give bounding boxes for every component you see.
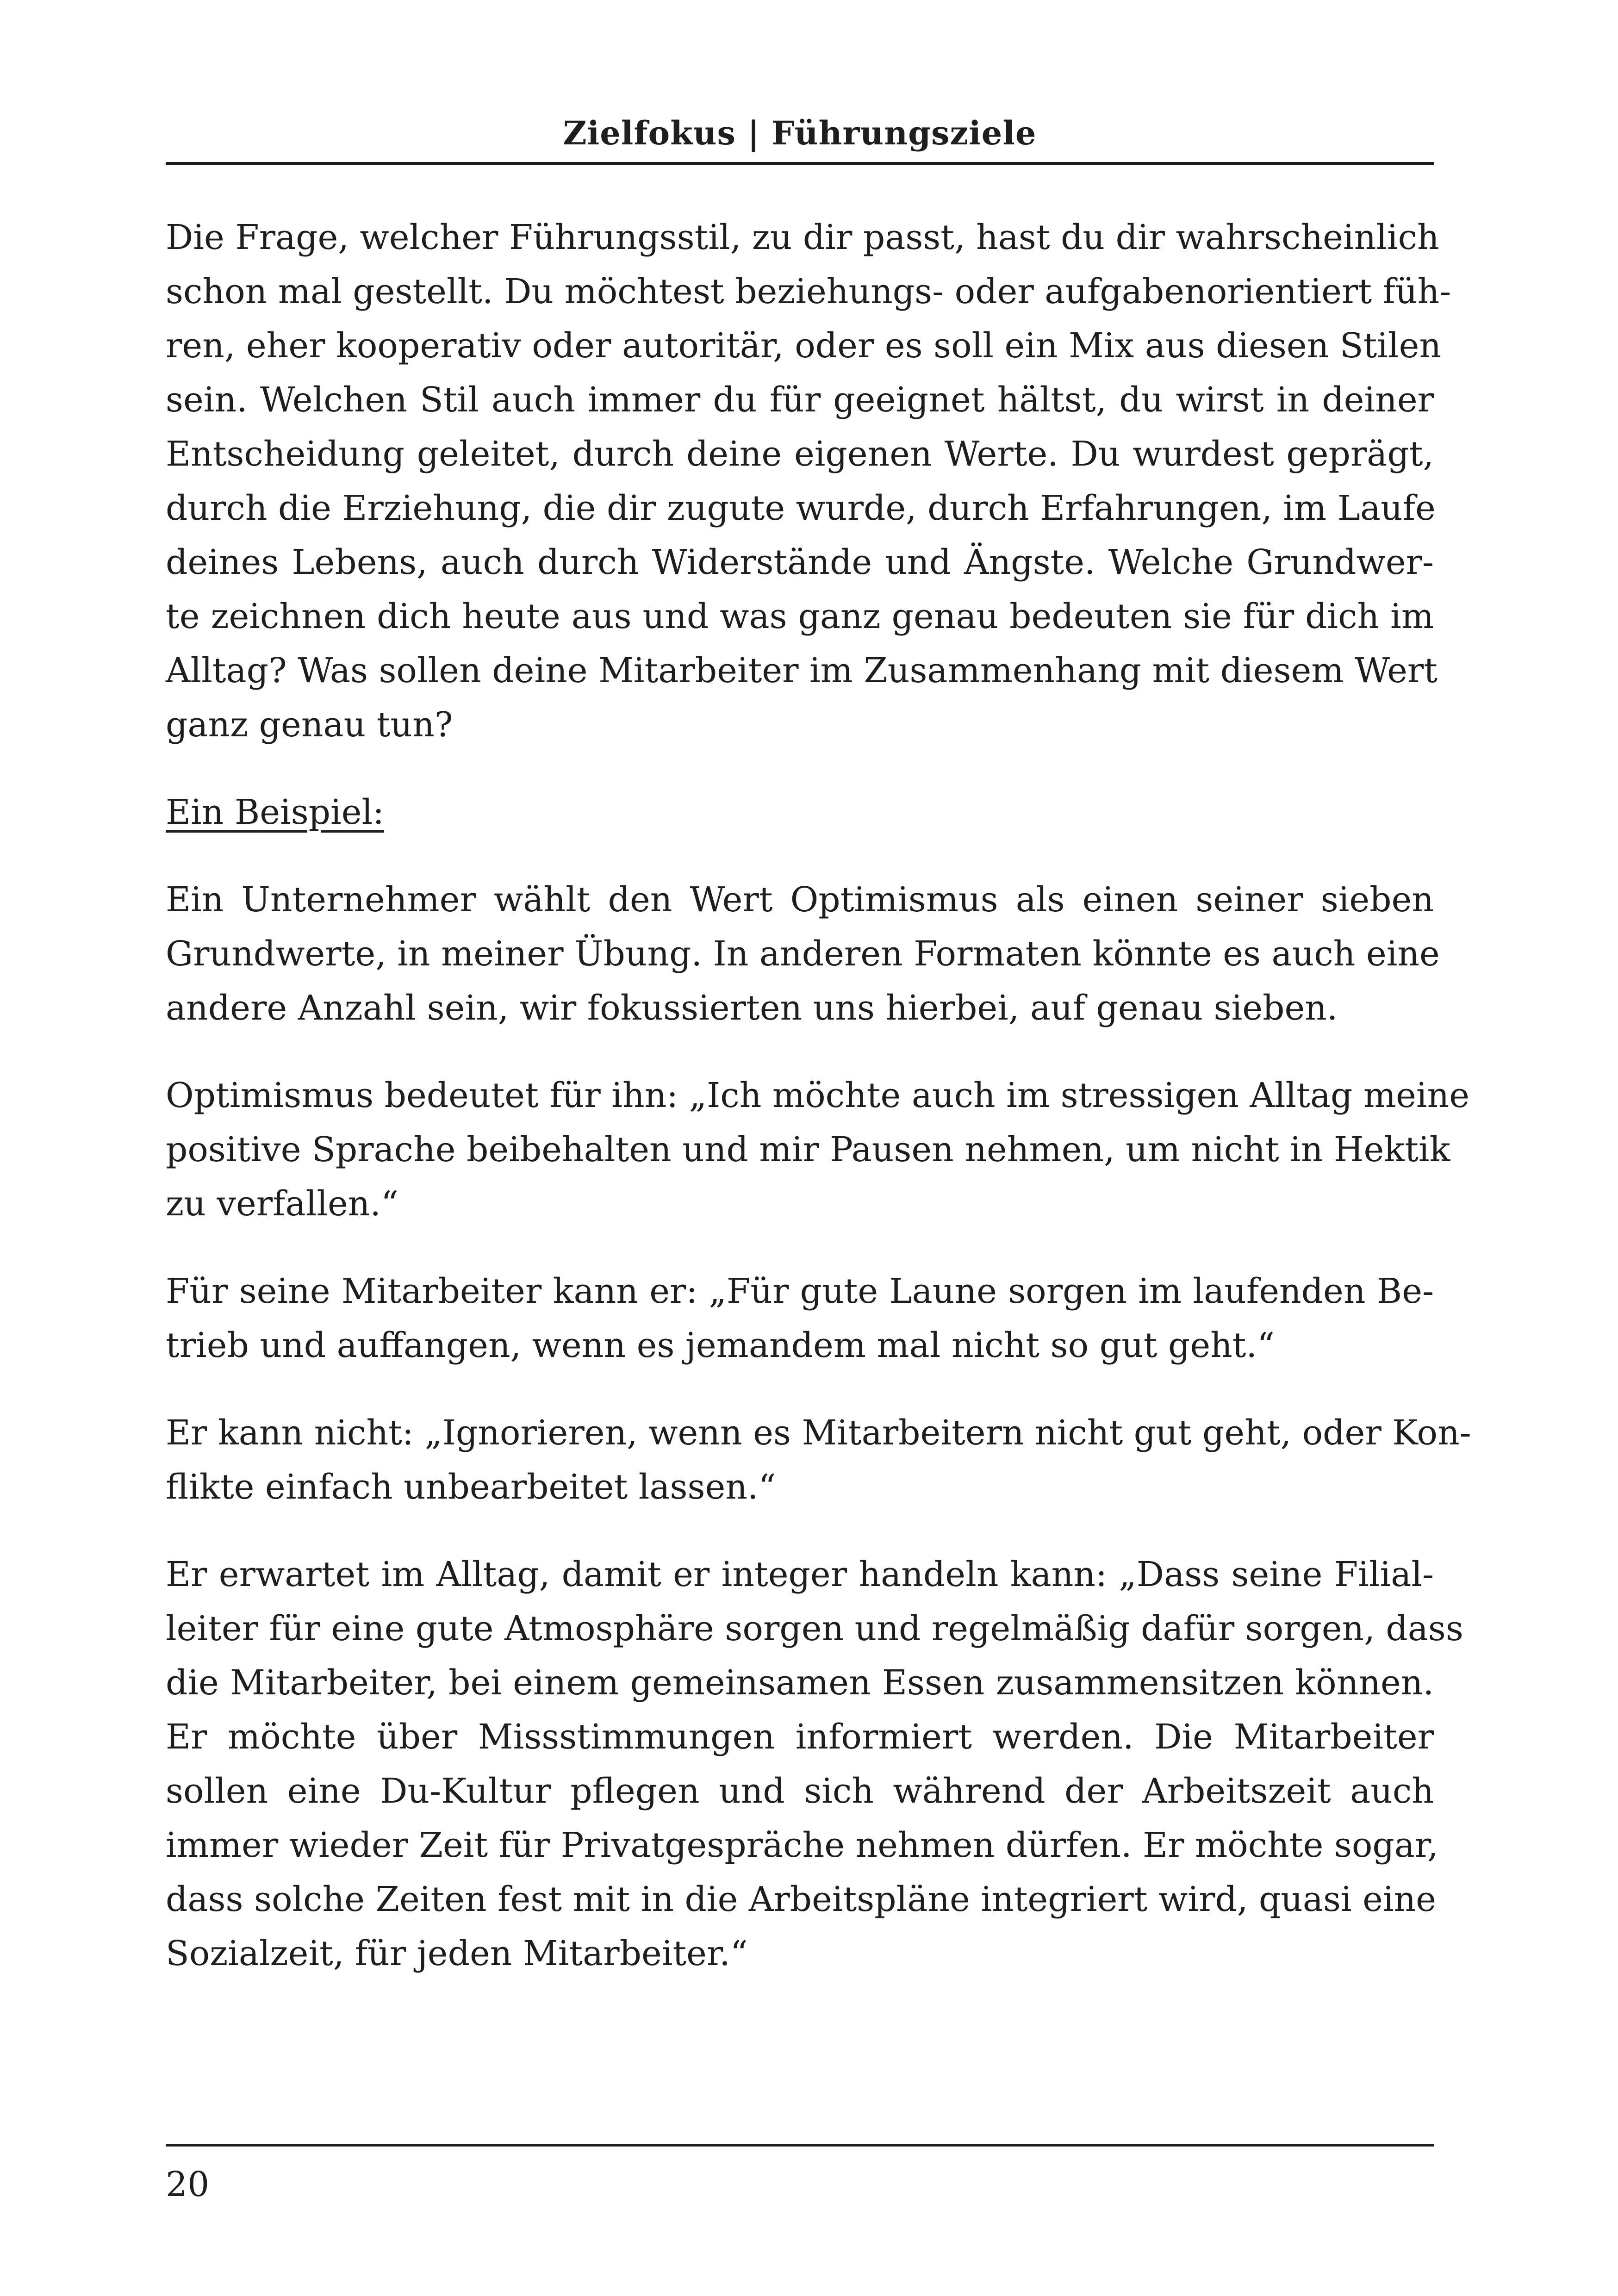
page-number: 20 bbox=[166, 2165, 210, 2204]
text-line: leiter für eine gute Atmosphäre sorgen und regelmäßig dafür sorgen, dass bbox=[166, 1609, 1463, 1649]
text-line: te zeichnen dich heute aus und was ganz genau bedeuten sie für dich im bbox=[166, 597, 1434, 636]
paragraph-expects bbox=[166, 1548, 1463, 1981]
text-line: sein. Welchen Stil auch immer du für geeignet hältst, du wirst in deiner bbox=[166, 380, 1434, 420]
text-line: flikte einfach unbearbeitet lassen.“ bbox=[166, 1467, 776, 1507]
example-heading bbox=[166, 785, 1434, 840]
footer-rule bbox=[166, 2144, 1434, 2147]
text-line: Entscheidung geleitet, durch deine eigenen Werte. Du wurdest geprägt, bbox=[166, 434, 1434, 474]
text-line: immer wieder Zeit für Privatgespräche nehmen dürfen. Er möchte sogar, bbox=[166, 1825, 1438, 1865]
paragraph-optimism-meaning bbox=[166, 1069, 1470, 1231]
paragraph-example-intro bbox=[166, 873, 1440, 1035]
text-line: positive Sprache beibehalten und mir Pausen nehmen, um nicht in Hektik bbox=[166, 1130, 1450, 1170]
text-line: zu verfallen.“ bbox=[166, 1184, 398, 1224]
text-line: Die Frage, welcher Führungsstil, zu dir passt, hast du dir wahrscheinlich bbox=[166, 218, 1439, 257]
example-heading-text: Ein Beispiel: bbox=[166, 792, 385, 832]
text-line: Er erwartet im Alltag, damit er integer handeln kann: „Dass seine Filial- bbox=[166, 1555, 1434, 1594]
text-line: Er möchte über Missstimmungen informiert werden. Die Mitarbeiter bbox=[166, 1717, 1434, 1757]
text-line: dass solche Zeiten fest mit in die Arbeitspläne integriert wird, quasi eine bbox=[166, 1879, 1437, 1919]
page-header-title: Zielfokus | Führungsziele bbox=[563, 114, 1037, 152]
text-line: Grundwerte, in meiner Übung. In anderen Formaten könnte es auch eine bbox=[166, 934, 1440, 974]
text-line: deines Lebens, auch durch Widerstände und Ängste. Welche Grundwer- bbox=[166, 542, 1434, 582]
text-line: Alltag? Was sollen deine Mitarbeiter im Zusammenhang mit diesem Wert bbox=[166, 651, 1438, 691]
text-line: die Mitarbeiter, bei einem gemeinsamen Essen zusammensitzen können. bbox=[166, 1663, 1434, 1703]
header-rule bbox=[166, 162, 1434, 165]
text-line: trieb und auffangen, wenn es jemandem mal nicht so gut geht.“ bbox=[166, 1325, 1275, 1365]
body-text bbox=[166, 211, 1471, 2014]
text-line: Optimismus bedeutet für ihn: „Ich möchte auch im stressigen Alltag meine bbox=[166, 1076, 1470, 1115]
text-line: Ein Unternehmer wählt den Wert Optimismus als einen seiner sieben bbox=[166, 880, 1434, 920]
paragraph-can-do bbox=[166, 1264, 1434, 1373]
paragraph-example-heading bbox=[166, 785, 1434, 840]
text-line: ren, eher kooperativ oder autoritär, oder es soll ein Mix aus diesen Stilen bbox=[166, 326, 1442, 366]
text-line: Für seine Mitarbeiter kann er: „Für gute Laune sorgen im laufenden Be- bbox=[166, 1271, 1434, 1311]
text-line: Sozialzeit, für jeden Mitarbeiter.“ bbox=[166, 1934, 748, 1973]
text-line: sollen eine Du-Kultur pflegen und sich während der Arbeitszeit auch bbox=[166, 1771, 1434, 1811]
text-line: ganz genau tun? bbox=[166, 705, 453, 745]
paragraph-cannot-do bbox=[166, 1406, 1471, 1514]
paragraph-intro bbox=[166, 211, 1451, 752]
text-line: Er kann nicht: „Ignorieren, wenn es Mitarbeitern nicht gut geht, oder Kon- bbox=[166, 1413, 1471, 1453]
text-line: andere Anzahl sein, wir fokussierten uns hierbei, auf genau sieben. bbox=[166, 988, 1338, 1028]
text-line: durch die Erziehung, die dir zugute wurde, durch Erfahrungen, im Laufe bbox=[166, 488, 1436, 528]
text-line: schon mal gestellt. Du möchtest beziehungs- oder aufgabenorientiert füh- bbox=[166, 272, 1451, 311]
